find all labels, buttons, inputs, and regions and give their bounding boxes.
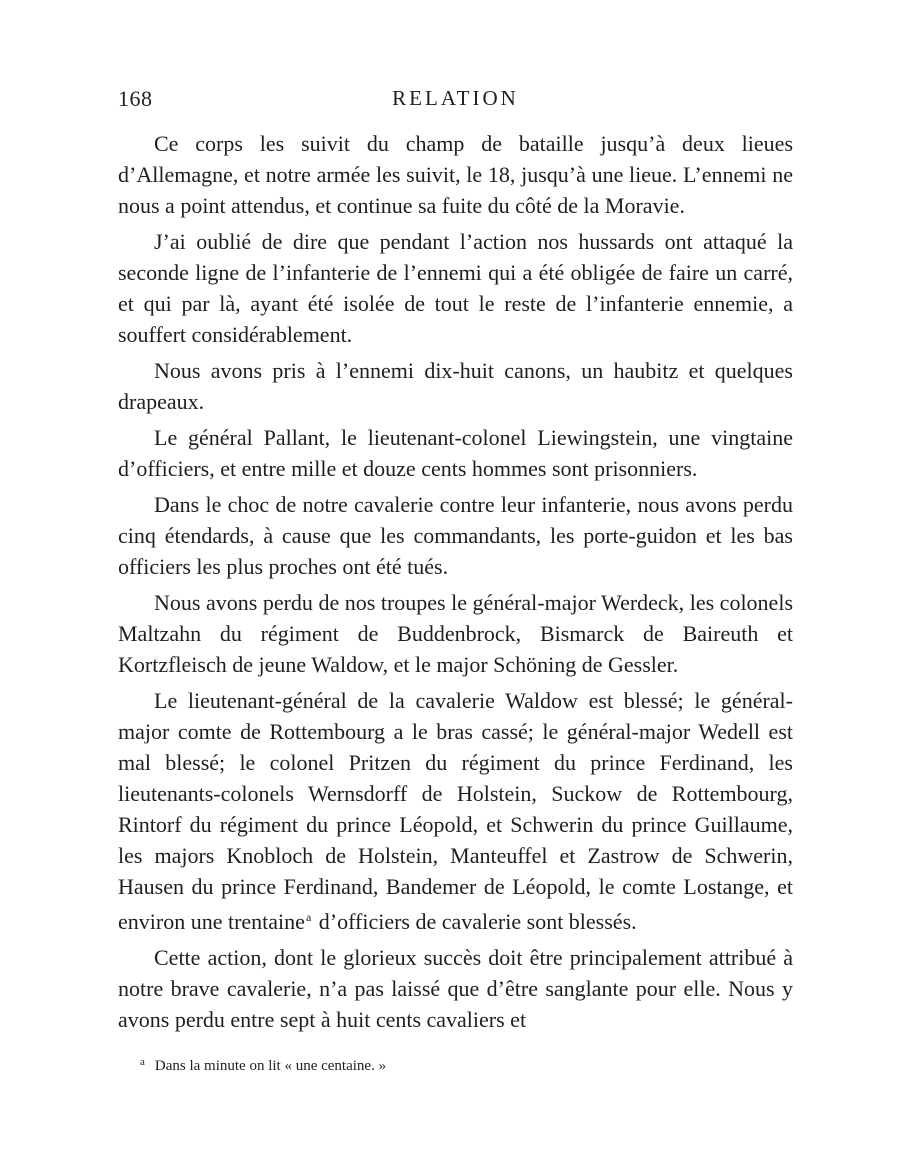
paragraph-7 [118,685,793,937]
paragraph-6: Nous avons perdu de nos troupes le général-major Werdeck, les colonels Maltzahn du régiment de Buddenbrock, Bismarck de Baireuth et Kortzfleisch de jeune Waldow, et le major Schöning de Gessler. [118,590,793,677]
footnote [140,1052,790,1076]
footnote-marker: a [140,1056,145,1068]
footnote-text: Dans la minute on lit « une centaine. » [154,1058,387,1074]
page-header [118,86,793,118]
paragraph-4: Le général Pallant, le lieutenant-colonel Liewingstein, une vingtaine d’officiers, et entre mille et douze cents hommes sont prisonniers. [118,425,793,481]
paragraph-1: Ce corps les suivit du champ de bataille jusqu’à deux lieues d’Allemagne, et notre armée les suivit, le 18, jusqu’à une lieue. L’ennemi ne nous a point attendus, et continue sa fuite du côté de la Moravie. [118,131,793,218]
footnote-reference: a [305,910,312,924]
paragraph-5: Dans le choc de notre cavalerie contre leur infanterie, nous avons perdu cinq étendards, à cause que les commandants, les porte-guidon et les bas officiers les plus proches ont été tués. [118,492,793,579]
paragraph-2: J’ai oublié de dire que pendant l’action nos hussards ont attaqué la seconde ligne de l’infanterie de l’ennemi qui a été obligée de faire un carré, et qui par là, ayant été isolée de tout le reste de l’infanterie ennemie, a souffert considérablement. [118,229,793,347]
paragraph-7-text-before: Le lieutenant-général de la cavalerie Waldow est blessé; le général-major comte de Rottembourg a le bras cassé; le général-major Wedell est mal blessé; le colonel Pritzen du régiment du prince Ferdinand, les lieutenants-colonels Wernsdorff de Holstein, Suckow de Rottembourg, Rintorf du régiment du prince Léopold, et Schwerin du prince Guillaume, les majors Knobloch de Holstein, Manteuffel et Zastrow de Schwerin, Hausen du prince Ferdinand, Bandemer de Léopold, le comte Lostange, et environ une trentaine [118,688,793,934]
paragraph-3: Nous avons pris à l’ennemi dix-huit canons, un haubitz et quelques drapeaux. [118,358,793,414]
paragraph-8: Cette action, dont le glorieux succès doit être principalement attribué à notre brave cavalerie, n’a pas laissé que d’être sanglante pour elle. Nous y avons perdu entre sept à huit cents cavaliers et [118,945,793,1032]
paragraph-7-text-after: d’officiers de cavalerie sont blessés. [318,909,637,934]
body-text [118,128,793,1040]
page-number: 168 [118,86,153,111]
running-title: RELATION [392,86,519,110]
